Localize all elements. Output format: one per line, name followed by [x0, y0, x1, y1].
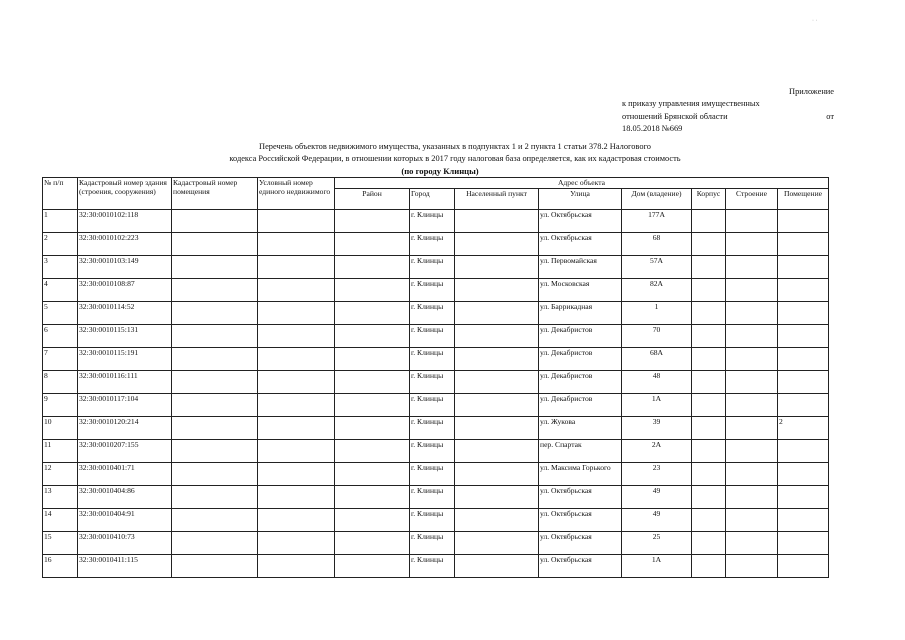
cell-settlement	[455, 371, 539, 394]
cell-cadastral-building: 32:30:0010207:155	[78, 440, 172, 463]
cell-corpus	[692, 417, 726, 440]
cell-street: ул. Октябрьская	[539, 233, 622, 256]
cell-cadastral-room	[172, 279, 258, 302]
cell-settlement	[455, 463, 539, 486]
cell-settlement	[455, 509, 539, 532]
cell-street: ул. Октябрьская	[539, 486, 622, 509]
cell-house: 48	[622, 371, 692, 394]
cell-conditional-number	[258, 555, 335, 578]
cell-city: г. Клинцы	[410, 509, 455, 532]
cell-street: ул. Жукова	[539, 417, 622, 440]
appendix-label: Приложение	[789, 87, 834, 96]
cell-corpus	[692, 210, 726, 233]
cell-house: 68А	[622, 348, 692, 371]
property-table	[42, 177, 829, 578]
cell-city: г. Клинцы	[410, 256, 455, 279]
header-street: Улица	[539, 189, 622, 210]
cell-building	[726, 325, 778, 348]
cell-room	[778, 256, 829, 279]
cell-district	[335, 348, 410, 371]
cell-cadastral-room	[172, 302, 258, 325]
cell-district	[335, 210, 410, 233]
cell-city: г. Клинцы	[410, 371, 455, 394]
cell-cadastral-room	[172, 256, 258, 279]
cell-district	[335, 233, 410, 256]
cell-room	[778, 371, 829, 394]
cell-cadastral-room	[172, 532, 258, 555]
cell-cadastral-building: 32:30:0010404:91	[78, 509, 172, 532]
cell-room	[778, 486, 829, 509]
cell-cadastral-room	[172, 325, 258, 348]
cell-corpus	[692, 279, 726, 302]
cell-num: 12	[43, 463, 78, 486]
cell-num: 1	[43, 210, 78, 233]
cell-street: ул. Декабристов	[539, 394, 622, 417]
cell-corpus	[692, 555, 726, 578]
cell-settlement	[455, 440, 539, 463]
cell-cadastral-building: 32:30:0010120:214	[78, 417, 172, 440]
cell-settlement	[455, 394, 539, 417]
cell-house: 23	[622, 463, 692, 486]
cell-building	[726, 463, 778, 486]
cell-district	[335, 463, 410, 486]
appendix-date-number: 18.05.2018 №669	[622, 124, 683, 134]
table-row	[43, 325, 829, 348]
cell-settlement	[455, 302, 539, 325]
cell-building	[726, 348, 778, 371]
cell-room	[778, 463, 829, 486]
header-cadastral-building: Кадастровый номер здания (строения, сооружения)	[78, 178, 172, 210]
cell-corpus	[692, 256, 726, 279]
cell-cadastral-room	[172, 486, 258, 509]
cell-cadastral-room	[172, 394, 258, 417]
cell-num: 14	[43, 509, 78, 532]
cell-house: 177А	[622, 210, 692, 233]
table-row	[43, 486, 829, 509]
cell-settlement	[455, 210, 539, 233]
cell-street: ул. Декабристов	[539, 348, 622, 371]
cell-cadastral-building: 32:30:0010114:52	[78, 302, 172, 325]
document-title	[130, 141, 780, 165]
cell-cadastral-room	[172, 463, 258, 486]
cell-cadastral-building: 32:30:0010108:87	[78, 279, 172, 302]
cell-building	[726, 233, 778, 256]
cell-num: 5	[43, 302, 78, 325]
cell-house: 1	[622, 302, 692, 325]
cell-conditional-number	[258, 394, 335, 417]
cell-city: г. Клинцы	[410, 394, 455, 417]
cell-building	[726, 440, 778, 463]
cell-cadastral-building: 32:30:0010102:118	[78, 210, 172, 233]
cell-room	[778, 279, 829, 302]
cell-city: г. Клинцы	[410, 486, 455, 509]
cell-num: 2	[43, 233, 78, 256]
cell-cadastral-building: 32:30:0010102:223	[78, 233, 172, 256]
cell-street: ул. Октябрьская	[539, 532, 622, 555]
cell-house: 82А	[622, 279, 692, 302]
cell-conditional-number	[258, 325, 335, 348]
cell-house: 1А	[622, 555, 692, 578]
cell-house: 39	[622, 417, 692, 440]
cell-building	[726, 394, 778, 417]
header-settlement: Населенный пункт	[455, 189, 539, 210]
cell-district	[335, 325, 410, 348]
cell-conditional-number	[258, 463, 335, 486]
cell-district	[335, 394, 410, 417]
appendix-authority: отношений Брянской области	[622, 111, 728, 121]
cell-num: 9	[43, 394, 78, 417]
cell-cadastral-room	[172, 440, 258, 463]
cell-corpus	[692, 302, 726, 325]
table-row	[43, 463, 829, 486]
cell-num: 7	[43, 348, 78, 371]
cell-building	[726, 302, 778, 325]
cell-room	[778, 394, 829, 417]
cell-conditional-number	[258, 371, 335, 394]
cell-district	[335, 256, 410, 279]
cell-house: 57А	[622, 256, 692, 279]
cell-street: пер. Спартак	[539, 440, 622, 463]
cell-street: ул. Первомайская	[539, 256, 622, 279]
table-row	[43, 371, 829, 394]
cell-street: ул. Московская	[539, 279, 622, 302]
cell-room	[778, 440, 829, 463]
header-house: Дом (владение)	[622, 189, 692, 210]
cell-cadastral-building: 32:30:0010404:86	[78, 486, 172, 509]
cell-conditional-number	[258, 233, 335, 256]
cell-conditional-number	[258, 256, 335, 279]
cell-settlement	[455, 486, 539, 509]
cell-room	[778, 509, 829, 532]
document-subtitle: (по городу Клинцы)	[401, 166, 479, 176]
cell-building	[726, 509, 778, 532]
table-body	[43, 210, 829, 578]
cell-street: ул. Октябрьская	[539, 210, 622, 233]
cell-settlement	[455, 325, 539, 348]
table-row	[43, 233, 829, 256]
cell-corpus	[692, 532, 726, 555]
cell-city: г. Клинцы	[410, 417, 455, 440]
scan-artifact: · ·	[812, 18, 818, 24]
cell-num: 3	[43, 256, 78, 279]
cell-conditional-number	[258, 279, 335, 302]
header-cadastral-room: Кадастровый номер помещения	[172, 178, 258, 210]
cell-city: г. Клинцы	[410, 210, 455, 233]
cell-house: 68	[622, 233, 692, 256]
appendix-authority-line	[622, 111, 834, 123]
header-num: № п/п	[43, 178, 78, 210]
cell-city: г. Клинцы	[410, 463, 455, 486]
cell-corpus	[692, 486, 726, 509]
cell-district	[335, 417, 410, 440]
cell-cadastral-room	[172, 417, 258, 440]
cell-room	[778, 210, 829, 233]
cell-conditional-number	[258, 532, 335, 555]
title-line-2: кодекса Российской Федерации, в отношении которых в 2017 году налоговая база определяется, как их кадастровая стоимость	[229, 154, 681, 163]
cell-city: г. Клинцы	[410, 532, 455, 555]
title-line-1: Перечень объектов недвижимого имущества, указанных в подпунктах 1 и 2 пункта 1 статьи 378.2 Налогового	[259, 142, 651, 151]
cell-street: ул. Октябрьская	[539, 509, 622, 532]
table-row	[43, 509, 829, 532]
table-row	[43, 440, 829, 463]
cell-conditional-number	[258, 210, 335, 233]
cell-room	[778, 555, 829, 578]
cell-num: 6	[43, 325, 78, 348]
cell-district	[335, 440, 410, 463]
cell-corpus	[692, 394, 726, 417]
cell-district	[335, 555, 410, 578]
cell-cadastral-building: 32:30:0010103:149	[78, 256, 172, 279]
table-row	[43, 302, 829, 325]
appendix-block	[622, 86, 834, 136]
cell-district	[335, 509, 410, 532]
cell-corpus	[692, 440, 726, 463]
cell-conditional-number	[258, 486, 335, 509]
cell-settlement	[455, 279, 539, 302]
cell-district	[335, 371, 410, 394]
cell-num: 4	[43, 279, 78, 302]
cell-city: г. Клинцы	[410, 325, 455, 348]
cell-building	[726, 210, 778, 233]
header-conditional-number: Условный номер единого недвижимого	[258, 178, 335, 210]
cell-cadastral-room	[172, 371, 258, 394]
cell-corpus	[692, 325, 726, 348]
cell-building	[726, 555, 778, 578]
header-city: Город	[410, 189, 455, 210]
cell-building	[726, 279, 778, 302]
appendix-order-line: к приказу управления имущественных	[622, 99, 760, 109]
cell-conditional-number	[258, 417, 335, 440]
cell-cadastral-building: 32:30:0010117:104	[78, 394, 172, 417]
cell-city: г. Клинцы	[410, 440, 455, 463]
cell-settlement	[455, 532, 539, 555]
cell-cadastral-room	[172, 210, 258, 233]
cell-house: 49	[622, 509, 692, 532]
cell-room	[778, 532, 829, 555]
cell-cadastral-building: 32:30:0010115:191	[78, 348, 172, 371]
cell-num: 11	[43, 440, 78, 463]
cell-city: г. Клинцы	[410, 348, 455, 371]
cell-street: ул. Декабристов	[539, 325, 622, 348]
cell-settlement	[455, 256, 539, 279]
table-row	[43, 348, 829, 371]
cell-settlement	[455, 417, 539, 440]
cell-conditional-number	[258, 348, 335, 371]
cell-corpus	[692, 509, 726, 532]
cell-district	[335, 486, 410, 509]
cell-house: 70	[622, 325, 692, 348]
table-row	[43, 394, 829, 417]
cell-settlement	[455, 555, 539, 578]
cell-district	[335, 532, 410, 555]
cell-building	[726, 256, 778, 279]
cell-num: 13	[43, 486, 78, 509]
cell-building	[726, 371, 778, 394]
cell-city: г. Клинцы	[410, 555, 455, 578]
cell-room	[778, 325, 829, 348]
header-room: Помещение	[778, 189, 829, 210]
cell-settlement	[455, 233, 539, 256]
table-row	[43, 555, 829, 578]
cell-city: г. Клинцы	[410, 302, 455, 325]
cell-corpus	[692, 463, 726, 486]
cell-cadastral-building: 32:30:0010411:115	[78, 555, 172, 578]
header-district: Район	[335, 189, 410, 210]
cell-corpus	[692, 348, 726, 371]
cell-settlement	[455, 348, 539, 371]
cell-cadastral-building: 32:30:0010401:71	[78, 463, 172, 486]
cell-cadastral-room	[172, 233, 258, 256]
cell-cadastral-building: 32:30:0010115:131	[78, 325, 172, 348]
header-address: Адрес объекта	[335, 178, 829, 189]
cell-room	[778, 348, 829, 371]
cell-building	[726, 532, 778, 555]
cell-street: ул. Октябрьская	[539, 555, 622, 578]
cell-num: 16	[43, 555, 78, 578]
cell-cadastral-room	[172, 509, 258, 532]
cell-house: 49	[622, 486, 692, 509]
cell-num: 10	[43, 417, 78, 440]
table-row	[43, 417, 829, 440]
header-corpus: Корпус	[692, 189, 726, 210]
cell-corpus	[692, 233, 726, 256]
table-row	[43, 279, 829, 302]
cell-cadastral-room	[172, 555, 258, 578]
table-row	[43, 532, 829, 555]
cell-room: 2	[778, 417, 829, 440]
cell-room	[778, 233, 829, 256]
cell-house: 2А	[622, 440, 692, 463]
cell-street: ул. Максима Горького	[539, 463, 622, 486]
cell-district	[335, 279, 410, 302]
cell-conditional-number	[258, 440, 335, 463]
cell-corpus	[692, 371, 726, 394]
cell-cadastral-room	[172, 348, 258, 371]
cell-city: г. Клинцы	[410, 279, 455, 302]
cell-conditional-number	[258, 509, 335, 532]
cell-house: 1А	[622, 394, 692, 417]
cell-num: 8	[43, 371, 78, 394]
cell-cadastral-building: 32:30:0010410:73	[78, 532, 172, 555]
cell-num: 15	[43, 532, 78, 555]
cell-house: 25	[622, 532, 692, 555]
cell-city: г. Клинцы	[410, 233, 455, 256]
cell-district	[335, 302, 410, 325]
header-building: Строение	[726, 189, 778, 210]
cell-conditional-number	[258, 302, 335, 325]
appendix-from: от	[826, 111, 834, 121]
cell-cadastral-building: 32:30:0010116:111	[78, 371, 172, 394]
cell-building	[726, 486, 778, 509]
table-row	[43, 256, 829, 279]
cell-room	[778, 302, 829, 325]
table-row	[43, 210, 829, 233]
cell-building	[726, 417, 778, 440]
cell-street: ул. Баррикадная	[539, 302, 622, 325]
cell-street: ул. Декабристов	[539, 371, 622, 394]
